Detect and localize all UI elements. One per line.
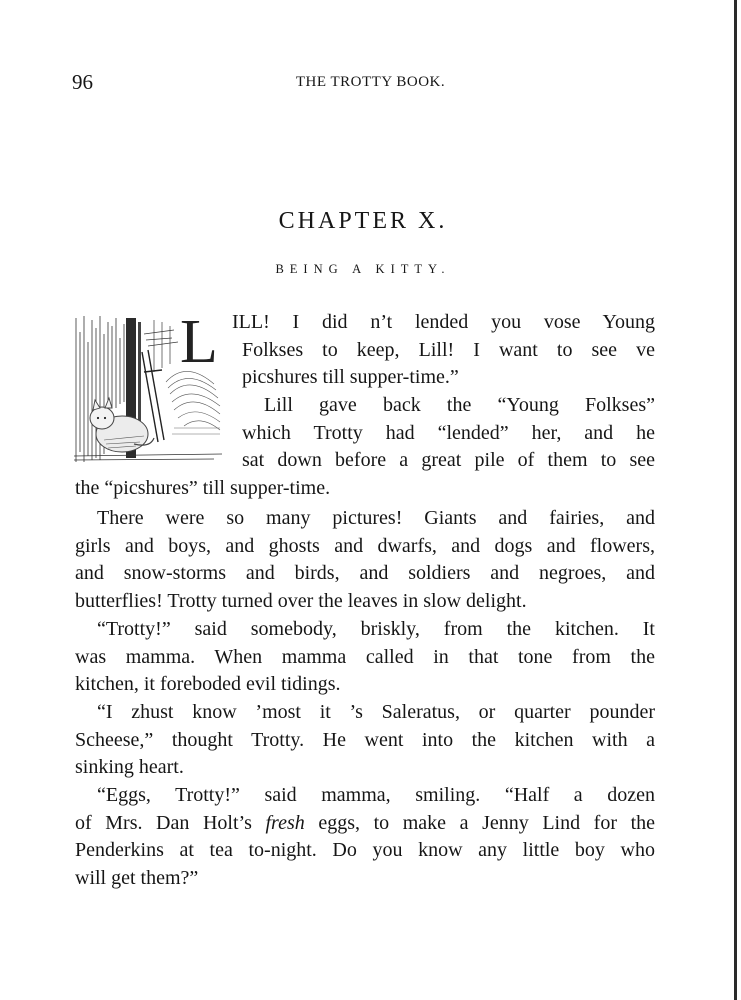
text-line: was mamma. When mamma called in that tone from the — [75, 645, 655, 668]
text-line: “Eggs, Trotty!” said mamma, smiling. “Half a dozen — [97, 784, 655, 806]
text-line: picshures till supper-time.” — [242, 366, 459, 388]
page-number: 96 — [72, 70, 93, 94]
text-line-with-italic — [75, 810, 655, 838]
text-line: Scheese,” thought Trotty. He went into the kitchen with a — [75, 728, 655, 751]
page-edge-rule — [734, 0, 737, 1000]
text-line: Lill gave back the “Young Folkses” — [264, 394, 655, 416]
italic-word: fresh — [265, 811, 305, 834]
text-line: Penderkins at tea to-night. Do you know any little boy who — [75, 839, 655, 861]
paragraph-2-continued — [75, 475, 655, 503]
paragraph-3 — [75, 505, 655, 615]
text-line: butterflies! Trotty turned over the leaves in slow delight. — [75, 589, 527, 612]
text-line: kitchen, it foreboded evil tidings. — [75, 673, 341, 695]
text-line: “I zhust know ’most it ’s Saleratus, or quarter pounder — [97, 701, 655, 723]
text-line: Folkses to keep, Lill! I want to see ve — [242, 338, 655, 361]
paragraph-4 — [75, 616, 655, 699]
text-line: ILL! I did n’t lended you vose Young — [232, 311, 655, 333]
running-title: THE TROTTY BOOK. — [295, 74, 446, 90]
text-line: which Trotty had “lended” her, and he — [242, 421, 655, 444]
text-line: sat down before a great pile of them to see — [242, 449, 655, 471]
text-line: There were so many pictures! Giants and fairies, and — [97, 507, 655, 529]
paragraph-2 — [242, 392, 655, 475]
text-line: will get them?” — [75, 866, 199, 889]
text-line: sinking heart. — [75, 756, 184, 778]
paragraph-1 — [232, 309, 655, 392]
text-line: girls and boys, and ghosts and dwarfs, and dogs and flowers, — [75, 534, 655, 557]
text-line: and snow-storms and birds, and soldiers and negroes, and — [75, 562, 655, 584]
text-line: “Trotty!” said somebody, briskly, from the kitchen. It — [97, 618, 655, 640]
text-line: the “picshures” till supper-time. — [75, 477, 331, 499]
chapter-title: CHAPTER X. — [278, 208, 448, 234]
text-fragment: eggs, to make a Jenny Lind for the — [318, 811, 656, 834]
paragraph-5 — [75, 699, 655, 782]
text-fragment: of Mrs. Dan Holt’s — [75, 811, 252, 834]
chapter-subtitle: BEING A KITTY. — [275, 262, 451, 276]
paragraph-6 — [75, 782, 655, 892]
decorative-initial: L — [180, 308, 218, 376]
